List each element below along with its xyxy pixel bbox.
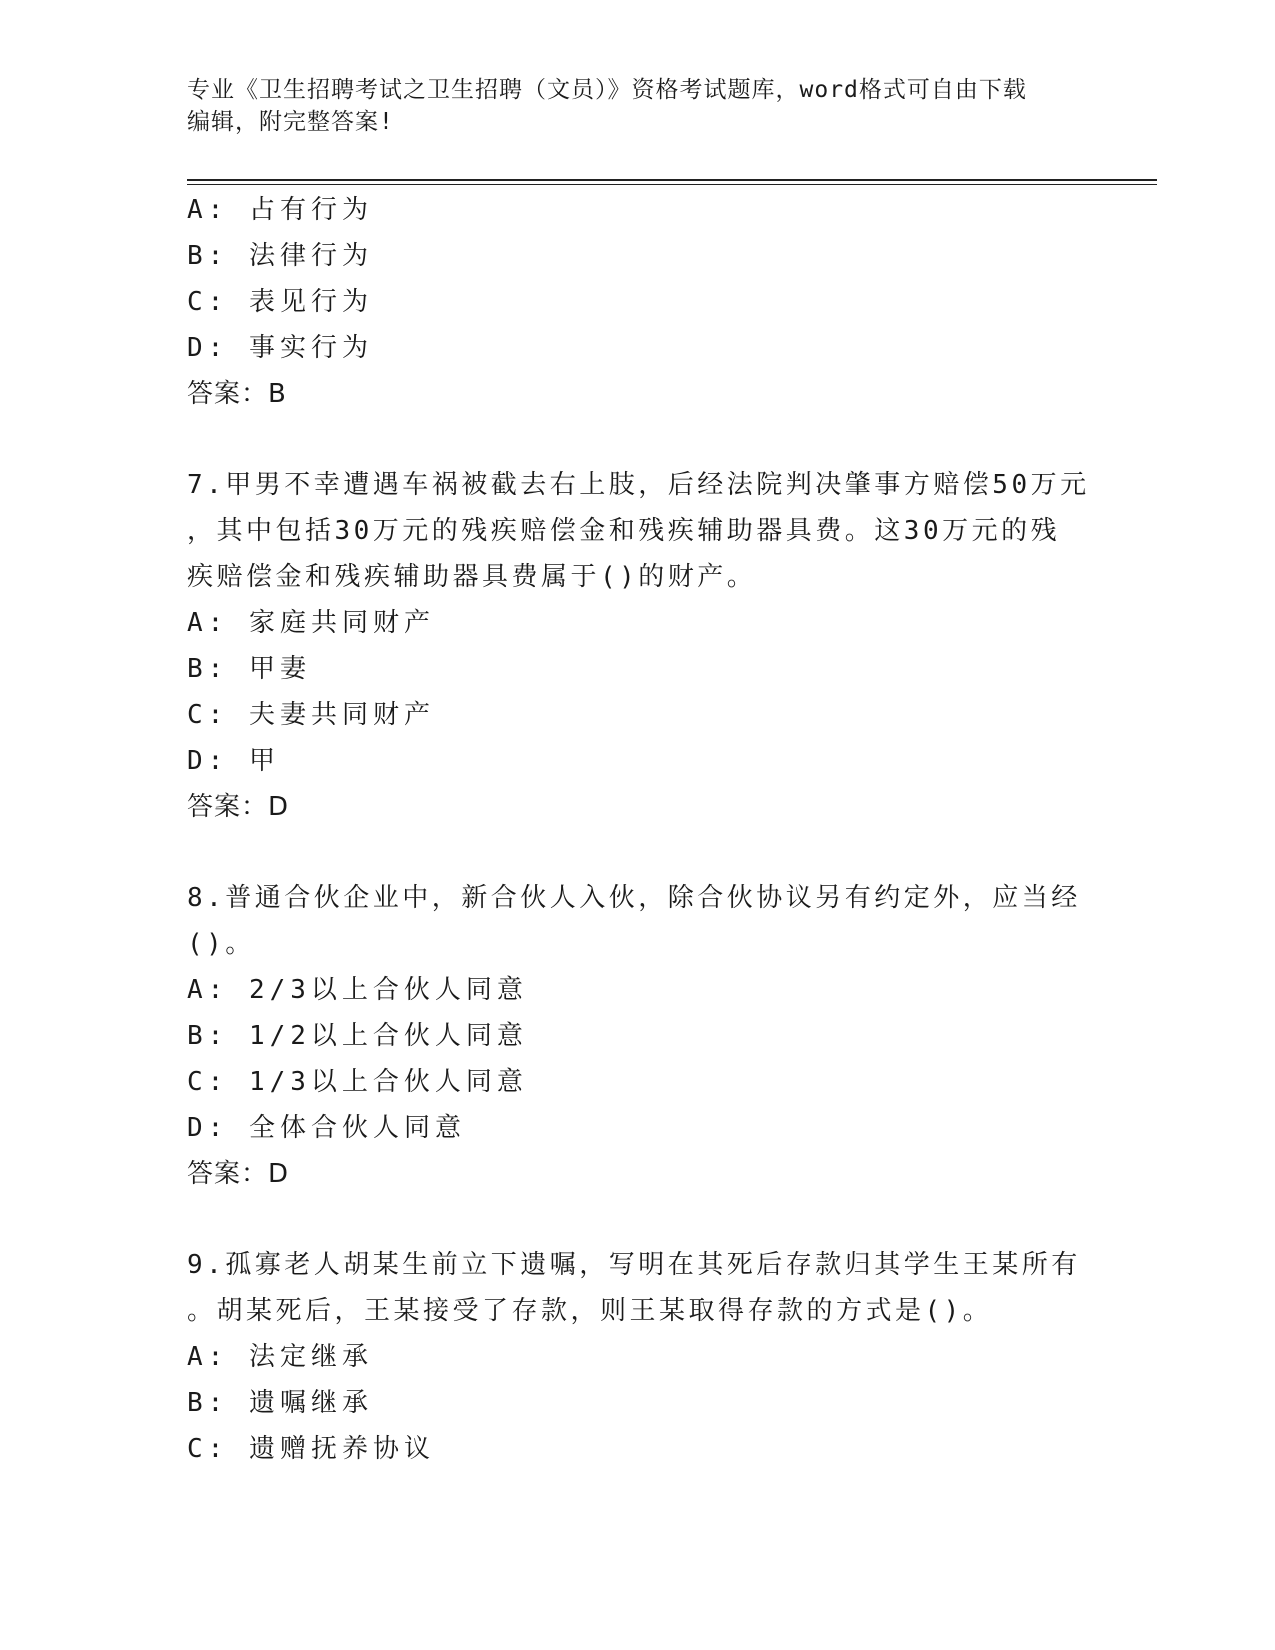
document-header — [187, 74, 1087, 138]
spacer — [187, 417, 1087, 462]
option-a: A: 家庭共同财产 — [187, 608, 435, 638]
spacer — [187, 1197, 1087, 1242]
option-b: B: 法律行为 — [187, 241, 373, 271]
question-text-line: ()。 — [187, 929, 255, 959]
option-a: A: 2/3以上合伙人同意 — [187, 975, 528, 1005]
answer-line: 答案：D — [187, 792, 290, 822]
option-b: B: 1/2以上合伙人同意 — [187, 1021, 528, 1051]
option-c: C: 夫妻共同财产 — [187, 700, 435, 730]
spacer — [187, 830, 1087, 875]
question-7 — [187, 462, 1090, 830]
header-line-1: 专业《卫生招聘考试之卫生招聘（文员）》资格考试题库，word格式可自由下载 — [187, 77, 1027, 103]
option-a: A: 占有行为 — [187, 195, 373, 225]
option-a: A: 法定继承 — [187, 1342, 373, 1372]
question-9 — [187, 1242, 1087, 1472]
header-divider-thick — [187, 179, 1157, 181]
header-line-2: 编辑，附完整答案! — [187, 109, 394, 135]
option-d: D: 甲 — [187, 746, 280, 776]
option-d: D: 事实行为 — [187, 333, 373, 363]
header-divider-thin — [187, 184, 1157, 185]
question-text-line: ，其中包括30万元的残疾赔偿金和残疾辅助器具费。这30万元的残 — [187, 516, 1061, 546]
option-b: B: 甲妻 — [187, 654, 311, 684]
question-text-line: 7.甲男不幸遭遇车祸被截去右上肢，后经法院判决肇事方赔偿50万元 — [187, 470, 1090, 500]
option-c: C: 表见行为 — [187, 287, 373, 317]
answer-line: 答案：D — [187, 1159, 290, 1189]
question-text-line: 疾赔偿金和残疾辅助器具费属于()的财产。 — [187, 562, 757, 592]
question-text-line: 9.孤寡老人胡某生前立下遗嘱，写明在其死后存款归其学生王某所有 — [187, 1250, 1081, 1280]
question-text-line: 8.普通合伙企业中，新合伙人入伙，除合伙协议另有约定外，应当经 — [187, 883, 1081, 913]
answer-line: 答案：B — [187, 379, 287, 409]
option-c: C: 遗赠抚养协议 — [187, 1434, 435, 1464]
option-c: C: 1/3以上合伙人同意 — [187, 1067, 528, 1097]
question-list — [187, 187, 1090, 1472]
question-6-continued — [187, 187, 1087, 417]
question-text-line: 。胡某死后，王某接受了存款，则王某取得存款的方式是()。 — [187, 1296, 993, 1326]
question-8 — [187, 875, 1087, 1197]
option-b: B: 遗嘱继承 — [187, 1388, 373, 1418]
option-d: D: 全体合伙人同意 — [187, 1113, 466, 1143]
